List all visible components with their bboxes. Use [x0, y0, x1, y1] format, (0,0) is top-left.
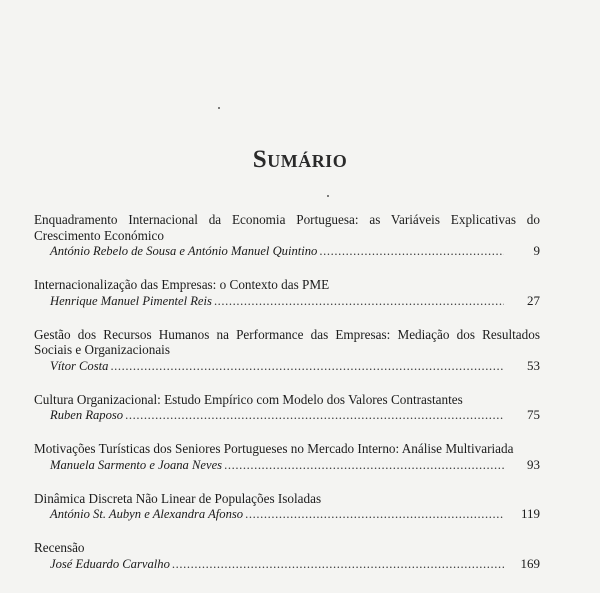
toc-entry [34, 277, 540, 309]
entry-title: Internacionalização das Empresas: o Contexto das PME [34, 277, 330, 292]
entry-authors: António St. Aubyn e Alexandra Afonso [50, 507, 244, 521]
toc-entry [34, 327, 540, 374]
toc-entry [34, 540, 540, 572]
entry-page-number: 27 [527, 292, 540, 308]
entry-page-number: 9 [533, 243, 540, 258]
print-speck [218, 107, 220, 109]
entry-title: Motivações Turísticas dos Seniores Portugueses no Mercado Interno: Análise Multivariada [34, 441, 514, 456]
entry-author-line [34, 293, 540, 309]
toc-entry [34, 491, 540, 523]
toc-entry [34, 441, 540, 473]
entry-authors: Ruben Raposo [50, 408, 124, 422]
entry-author-line [34, 457, 540, 473]
toc-entry [34, 212, 540, 259]
entry-page-number: 93 [527, 456, 540, 472]
dot-leader [224, 458, 504, 473]
toc-entry [34, 392, 540, 424]
entry-authors: António Rebelo de Sousa e António Manuel Quintino [50, 244, 318, 258]
entry-author-line [34, 358, 540, 374]
page-title: Sumário [252, 146, 348, 173]
dot-leader [125, 408, 504, 423]
entry-authors: Vítor Costa [50, 358, 109, 373]
entry-title: Recensão [34, 540, 85, 555]
entry-page-number: 53 [527, 357, 540, 373]
table-of-contents [34, 212, 540, 590]
entry-title: Dinâmica Discreta Não Linear de Populações Isoladas [34, 490, 322, 506]
entry-authors: Manuela Sarmento e Joana Neves [50, 457, 223, 472]
entry-authors: José Eduardo Carvalho [50, 556, 170, 571]
entry-page-number: 75 [527, 407, 540, 422]
dot-leader [214, 294, 504, 309]
dot-leader [245, 507, 504, 522]
print-speck [327, 195, 329, 197]
entry-page-number: 169 [520, 555, 540, 571]
dot-leader [319, 244, 504, 259]
entry-authors: Henrique Manuel Pimentel Reis [50, 293, 212, 308]
entry-title: Enquadramento Internacional da Economia Portuguesa: as Variáveis Explicativas do Crescimento Económico [34, 212, 540, 243]
entry-page-number: 119 [520, 506, 540, 521]
dot-leader [172, 557, 504, 572]
dot-leader [110, 359, 504, 374]
entry-author-line [34, 243, 540, 259]
entry-author-line [34, 556, 540, 572]
entry-title: Cultura Organizacional: Estudo Empírico com Modelo dos Valores Contrastantes [34, 391, 463, 407]
entry-title: Gestão dos Recursos Humanos na Performance das Empresas: Mediação dos Resultados Sociais e Organizacionais [34, 326, 540, 357]
entry-author-line [34, 407, 540, 423]
entry-author-line [34, 506, 540, 522]
